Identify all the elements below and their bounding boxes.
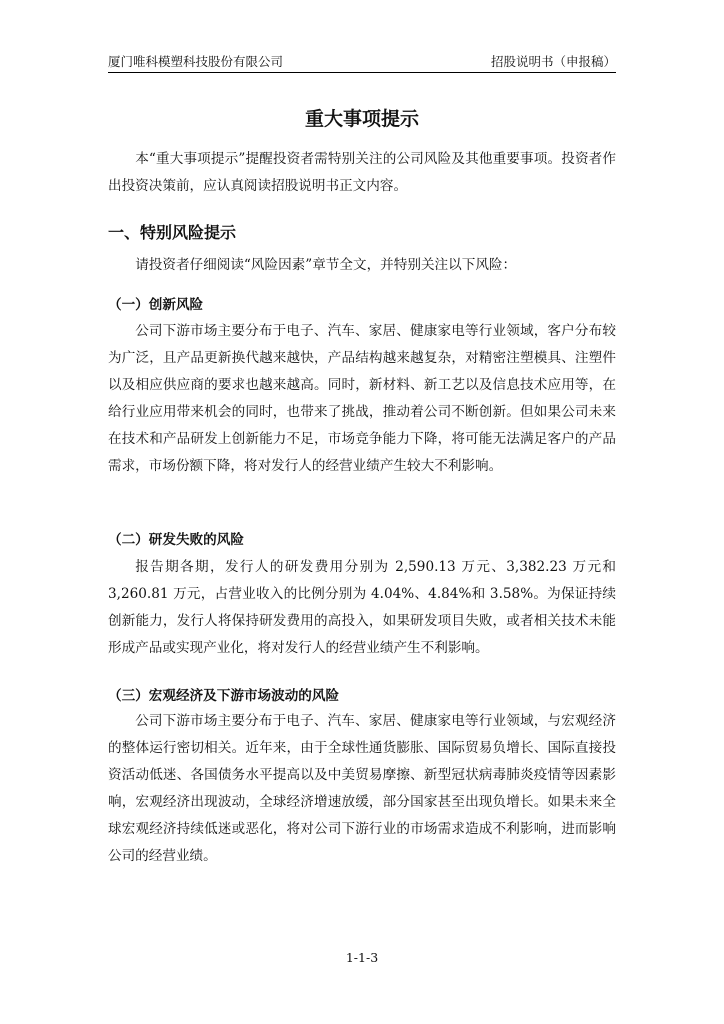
page-header: [108, 50, 616, 73]
section-heading: 一、特别风险提示: [108, 223, 237, 242]
header-company: 厦门唯科模塑科技股份有限公司: [108, 54, 284, 69]
risk-heading-macro: （三）宏观经济及下游市场波动的风险: [108, 688, 340, 704]
risk-text-innovation: 公司下游市场主要分布于电子、汽车、家居、健康家电等行业领域，客户分布较为广泛，且产品更新换代越来越快，产品结构越来越复杂，对精密注塑模具、注塑件以及相应供应商的要求也越来越高。同时，新材料、新工艺以及信息技术应用等，在给行业应用带来机会的同时，也带来了挑战，推动着公司不断创新。但如果公司未来在技术和产品研发上创新能力不足，市场竞争能力下降，将可能无法满足客户的产品需求，市场份额下降，将对发行人的经营业绩产生较大不利影响。: [108, 323, 616, 474]
section-lead: 请投资者仔细阅读“风险因素”章节全文，并特别关注以下风险：: [135, 257, 517, 273]
risk-text-macro: 公司下游市场主要分布于电子、汽车、家居、健康家电等行业领域，与宏观经济的整体运行密切相关。近年来，由于全球性通货膨胀、国际贸易负增长、国际直接投资活动低迷、各国债务水平提高以及中美贸易摩擦、新型冠状病毒肺炎疫情等因素影响，宏观经济出现波动，全球经济增速放缓，部分国家甚至出现负增长。如果未来全球宏观经济持续低迷或恶化，将对公司下游行业的市场需求造成不利影响，进而影响公司的经营业绩。: [108, 713, 616, 864]
page-number: 1-1-3: [345, 950, 379, 965]
page-title: 重大事项提示: [304, 108, 419, 130]
risk-heading-innovation: （一）创新风险: [108, 297, 204, 313]
risk-text-rnd: 报告期各期，发行人的研发费用分别为 2,590.13 万元、3,382.23 万元和3,260.81 万元，占营业收入的比例分别为 4.04%、4.84%和 3.58%。为保证持续创新能力，发行人将保持研发费用的高投入，如果研发项目失败，或者相关技术未能形成产品或实现产业化，将对发行人的经营业绩产生不利影响。: [108, 559, 616, 656]
risk-heading-rnd: （二）研发失败的风险: [108, 532, 244, 548]
header-doc-type: 招股说明书（申报稿）: [490, 54, 616, 69]
intro-paragraph: 本“重大事项提示”提醒投资者需特别关注的公司风险及其他重要事项。投资者作出投资决策前，应认真阅读招股说明书正文内容。: [108, 151, 616, 194]
